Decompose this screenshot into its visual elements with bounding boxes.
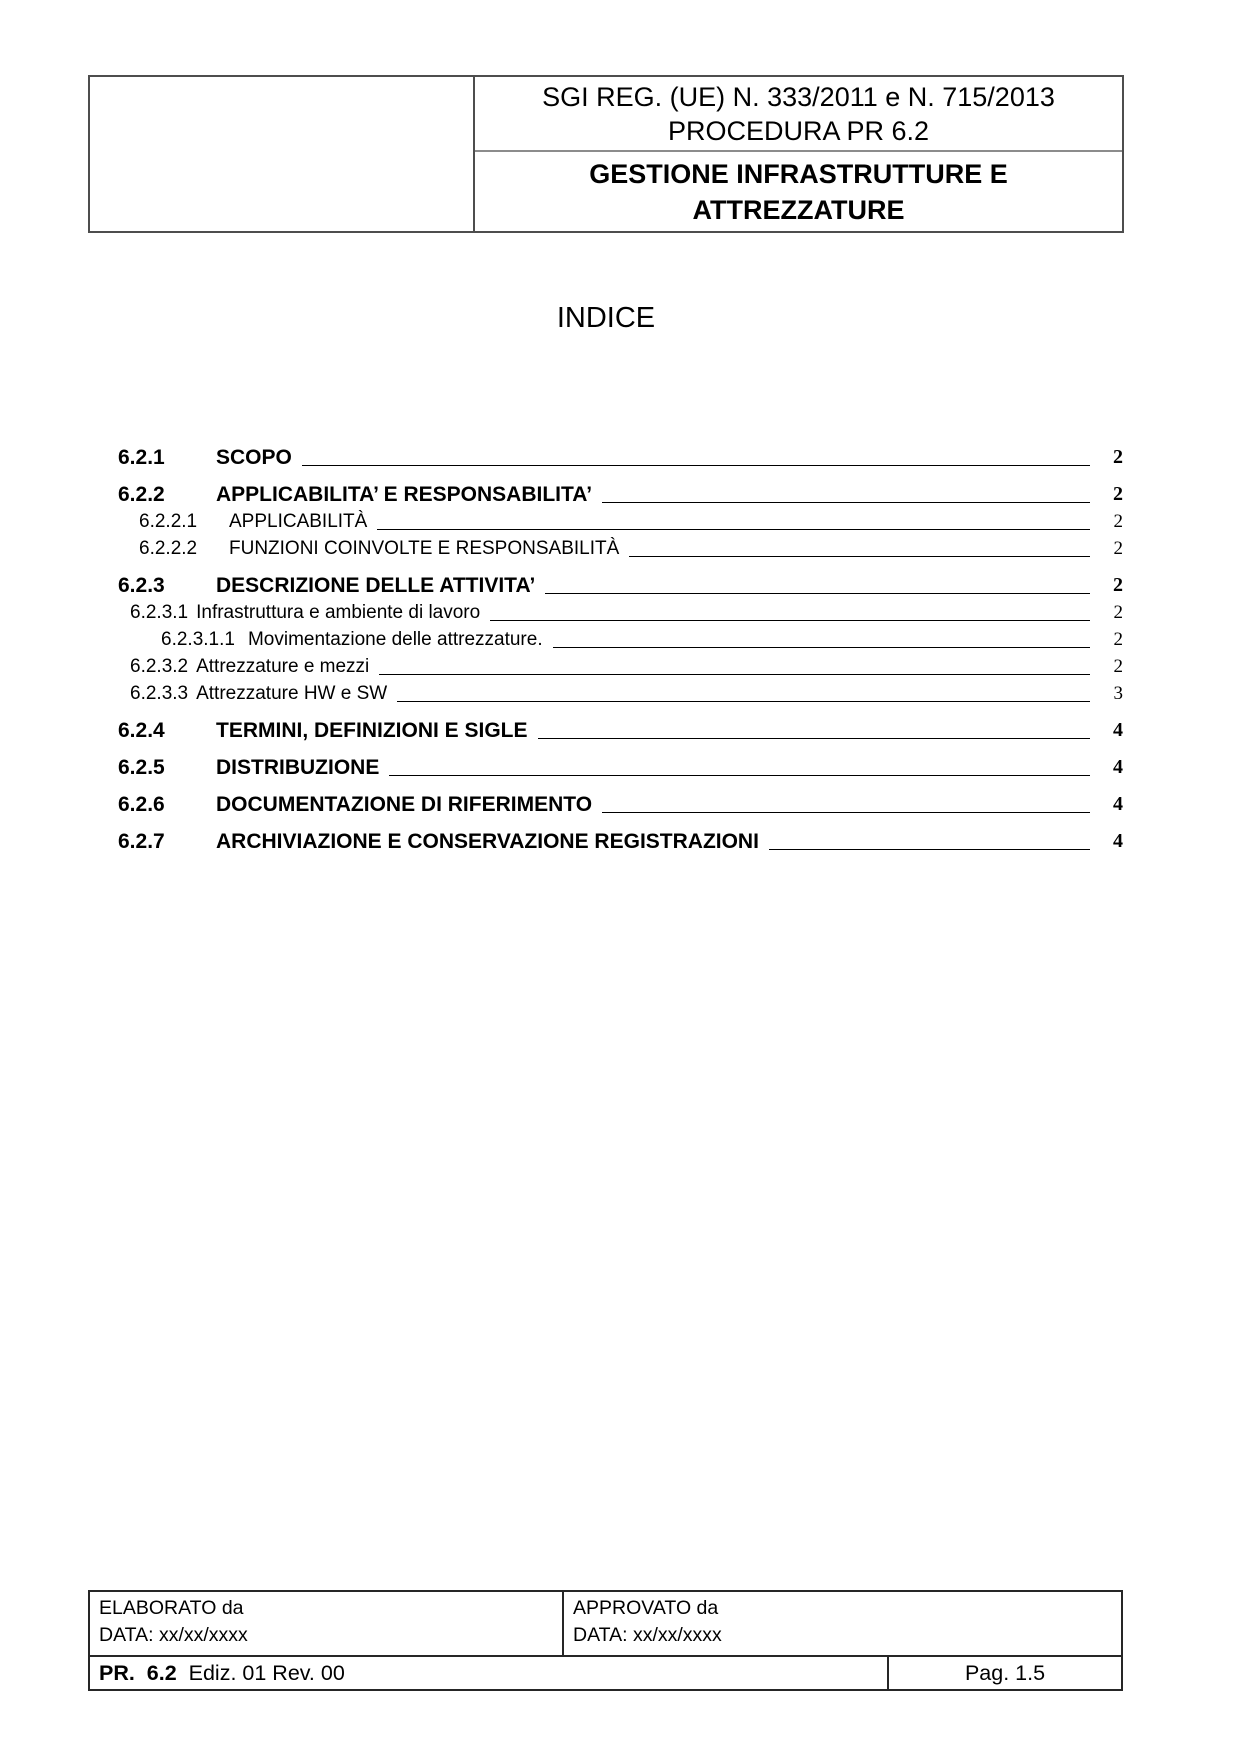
header-regulation-cell [475,77,1122,152]
footer-approvato-cell [564,1592,1121,1655]
toc-heading: INDICE [556,302,656,334]
toc-entry-page-number: 4 [1113,719,1123,741]
toc-leader-line [602,502,1090,503]
toc-entry-number: 6.2.3 [118,574,165,597]
toc-entry [118,508,1123,535]
toc-leader-line [538,738,1090,739]
toc-leader-line [769,849,1090,850]
toc-entry [118,717,1123,744]
toc-entry [118,680,1123,707]
toc-entry-number: 6.2.4 [118,719,165,742]
toc-entry-page-number: 2 [1113,574,1123,596]
toc-leader-line [629,556,1090,557]
toc-entry-label: DOCUMENTAZIONE DI RIFERIMENTO [216,793,593,816]
toc-entry-page-number: 2 [1113,511,1123,532]
toc-entry-page-number: 3 [1113,683,1123,704]
toc-leader-line [302,465,1090,466]
toc-entry-label: Infrastruttura e ambiente di lavoro [196,602,481,623]
toc-entry-number: 6.2.3.1.1 [161,629,235,650]
toc-entry-number: 6.2.2.2 [139,538,198,559]
toc-entry [118,828,1123,855]
toc-entry-label: APPLICABILITA’ E RESPONSABILITA’ [216,483,593,506]
toc-entry-number: 6.2.7 [118,830,165,853]
toc-entry-number: 6.2.3.2 [130,656,189,677]
toc-entry-number: 6.2.1 [118,446,165,469]
header-procedure-line: PROCEDURA PR 6.2 [667,115,930,146]
toc-entry-label: DISTRIBUZIONE [216,756,380,779]
toc-entry-page-number: 2 [1113,483,1123,505]
header-table [88,75,1124,233]
toc-entry-page-number: 4 [1113,756,1123,778]
toc-entry-label: TERMINI, DEFINIZIONI E SIGLE [216,719,528,742]
footer-elaborato-cell [90,1592,564,1655]
toc-entry-page-number: 2 [1113,538,1123,559]
toc-entry [118,754,1123,781]
toc-entry-label: DESCRIZIONE DELLE ATTIVITA’ [216,574,536,597]
elaborato-date: DATA: xx/xx/xxxx [99,1624,248,1646]
toc-entry [118,572,1123,599]
toc-leader-line [545,593,1090,594]
toc-entry-page-number: 2 [1113,656,1123,677]
toc-entry-label: Movimentazione delle attrezzature. [247,629,543,650]
toc-entry-label: SCOPO [216,446,292,469]
toc-entry-label: ARCHIVIAZIONE E CONSERVAZIONE REGISTRAZIONI [216,830,759,853]
toc-leader-line [490,620,1090,621]
toc-leader-line [389,775,1090,776]
toc-entry [118,626,1123,653]
footer-revision-row [90,1657,1121,1689]
toc-entry-number: 6.2.2.1 [139,511,198,532]
toc-entry [118,444,1123,471]
toc-entry-label: APPLICABILITÀ [229,511,368,532]
toc-entry-number: 6.2.6 [118,793,165,816]
approvato-label: APPROVATO da [573,1597,719,1619]
toc-entry [118,791,1123,818]
toc-leader-line [377,529,1090,530]
header-right-column [475,77,1122,231]
footer-page-number: Pag. 1.5 [887,1657,1121,1689]
toc-entry [118,599,1123,626]
toc-leader-line [379,674,1090,675]
toc-entry-number: 6.2.3.3 [130,683,189,704]
toc-entry-page-number: 2 [1113,629,1123,650]
table-of-contents [118,434,1123,855]
toc-entry-page-number: 4 [1113,830,1123,852]
logo-placeholder-cell [90,77,475,231]
header-document-title: GESTIONE INFRASTRUTTURE E ATTREZZATURE [589,158,1008,225]
approvato-date: DATA: xx/xx/xxxx [573,1624,722,1646]
toc-entry-label: Attrezzature HW e SW [196,683,388,704]
footer-signatures-row [90,1592,1121,1657]
toc-entry-page-number: 4 [1113,793,1123,815]
toc-leader-line [553,647,1090,648]
toc-leader-line [602,812,1090,813]
footer-table [88,1590,1123,1691]
doc-revision: Ediz. 01 Rev. 00 [176,1660,345,1685]
toc-entry [118,535,1123,562]
toc-entry-number: 6.2.3.1 [130,602,189,623]
toc-entry [118,653,1123,680]
toc-entry-page-number: 2 [1113,602,1123,623]
toc-entry-label: Attrezzature e mezzi [196,656,370,677]
toc-entry-number: 6.2.5 [118,756,165,779]
toc-entry-label: FUNZIONI COINVOLTE E RESPONSABILITÀ [229,538,620,559]
footer-document-code [90,1661,887,1686]
doc-code: PR. 6.2 [99,1660,177,1685]
toc-leader-line [397,701,1090,702]
toc-entry [118,481,1123,508]
elaborato-label: ELABORATO da [99,1597,244,1619]
toc-entry-page-number: 2 [1113,446,1123,468]
header-regulation-line: SGI REG. (UE) N. 333/2011 e N. 715/2013 [542,81,1055,112]
toc-entry-number: 6.2.2 [118,483,165,506]
